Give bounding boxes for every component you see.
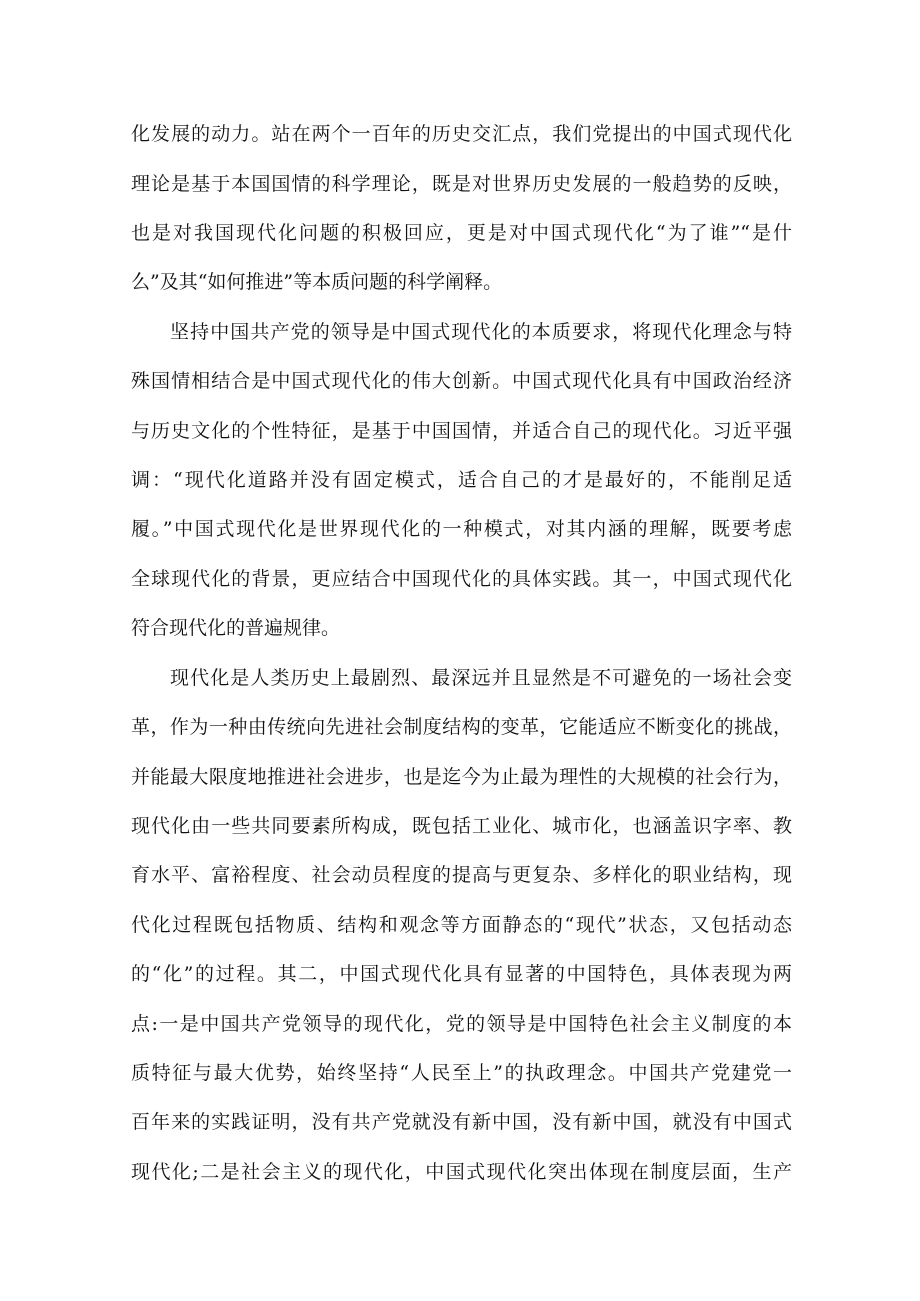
text-line-content: 质特征与最大优势，始终坚持“人民至上”的执政理念。中国共产党建党一 xyxy=(131,1062,792,1084)
text-line-content: 理论是基于本国国情的科学理论，既是对世界历史发展的一般趋势的反映， xyxy=(131,173,792,195)
text-line xyxy=(0,1053,920,1093)
text-line xyxy=(0,1004,920,1044)
text-line-content: 符合现代化的普遍规律。 xyxy=(131,617,341,639)
text-line xyxy=(0,361,920,401)
text-line-content: 现代化是人类历史上最剧烈、最深远并且显然是不可避免的一场社会变 xyxy=(170,667,792,689)
text-line-content: 的“化”的过程。其二，中国式现代化具有显著的中国特色，具体表现为两 xyxy=(131,963,792,985)
text-line-content: 坚持中国共产党的领导是中国式现代化的本质要求，将现代化理念与特 xyxy=(170,321,792,343)
text-line xyxy=(0,1152,920,1192)
text-line xyxy=(0,1102,920,1142)
text-line xyxy=(0,213,920,253)
text-line xyxy=(0,509,920,549)
text-line-content: 现代化;二是社会主义的现代化，中国式现代化突出体现在制度层面，生产 xyxy=(131,1161,792,1183)
text-line xyxy=(0,707,920,747)
text-line-content: 并能最大限度地推进社会进步，也是迄今为止最为理性的大规模的社会行为， xyxy=(131,766,792,788)
text-line xyxy=(0,806,920,846)
text-line xyxy=(0,262,920,302)
text-line-content: 化发展的动力。站在两个一百年的历史交汇点，我们党提出的中国式现代化 xyxy=(131,123,792,145)
text-line xyxy=(0,460,920,500)
text-line-content: 点:一是中国共产党领导的现代化，党的领导是中国特色社会主义制度的本 xyxy=(131,1013,792,1035)
text-line-content: 调：“现代化道路并没有固定模式，适合自己的才是最好的，不能削足适 xyxy=(131,469,792,491)
text-line-content: 革，作为一种由传统向先进社会制度结构的变革，它能适应不断变化的挑战， xyxy=(131,716,792,738)
text-line-content: 殊国情相结合是中国式现代化的伟大创新。中国式现代化具有中国政治经济 xyxy=(131,370,792,392)
text-line xyxy=(0,164,920,204)
text-line-content: 全球现代化的背景，更应结合中国现代化的具体实践。其一，中国式现代化 xyxy=(131,568,792,590)
text-line-content: 也是对我国现代化问题的积极回应，更是对中国式现代化“为了谁”“是什 xyxy=(131,222,792,244)
text-line-content: 与历史文化的个性特征，是基于中国国情，并适合自己的现代化。习近平强 xyxy=(131,420,792,442)
text-line-content: 么”及其“如何推进”等本质问题的科学阐释。 xyxy=(131,271,503,293)
text-line xyxy=(0,954,920,994)
text-line-content: 代化过程既包括物质、结构和观念等方面静态的“现代”状态，又包括动态 xyxy=(131,914,792,936)
text-line xyxy=(0,905,920,945)
text-line-content: 育水平、富裕程度、社会动员程度的提高与更复杂、多样化的职业结构，现 xyxy=(131,864,792,886)
text-line-content: 百年来的实践证明，没有共产党就没有新中国，没有新中国，就没有中国式 xyxy=(131,1111,792,1133)
text-line xyxy=(0,411,920,451)
text-line xyxy=(0,658,920,698)
text-line xyxy=(0,114,920,154)
text-line xyxy=(0,559,920,599)
text-line xyxy=(0,757,920,797)
text-line xyxy=(0,608,920,648)
text-line xyxy=(0,312,920,352)
text-line-content: 现代化由一些共同要素所构成，既包括工业化、城市化，也涵盖识字率、教 xyxy=(131,815,792,837)
text-line-content: 履。”中国式现代化是世界现代化的一种模式，对其内涵的理解，既要考虑 xyxy=(131,518,792,540)
text-line xyxy=(0,855,920,895)
